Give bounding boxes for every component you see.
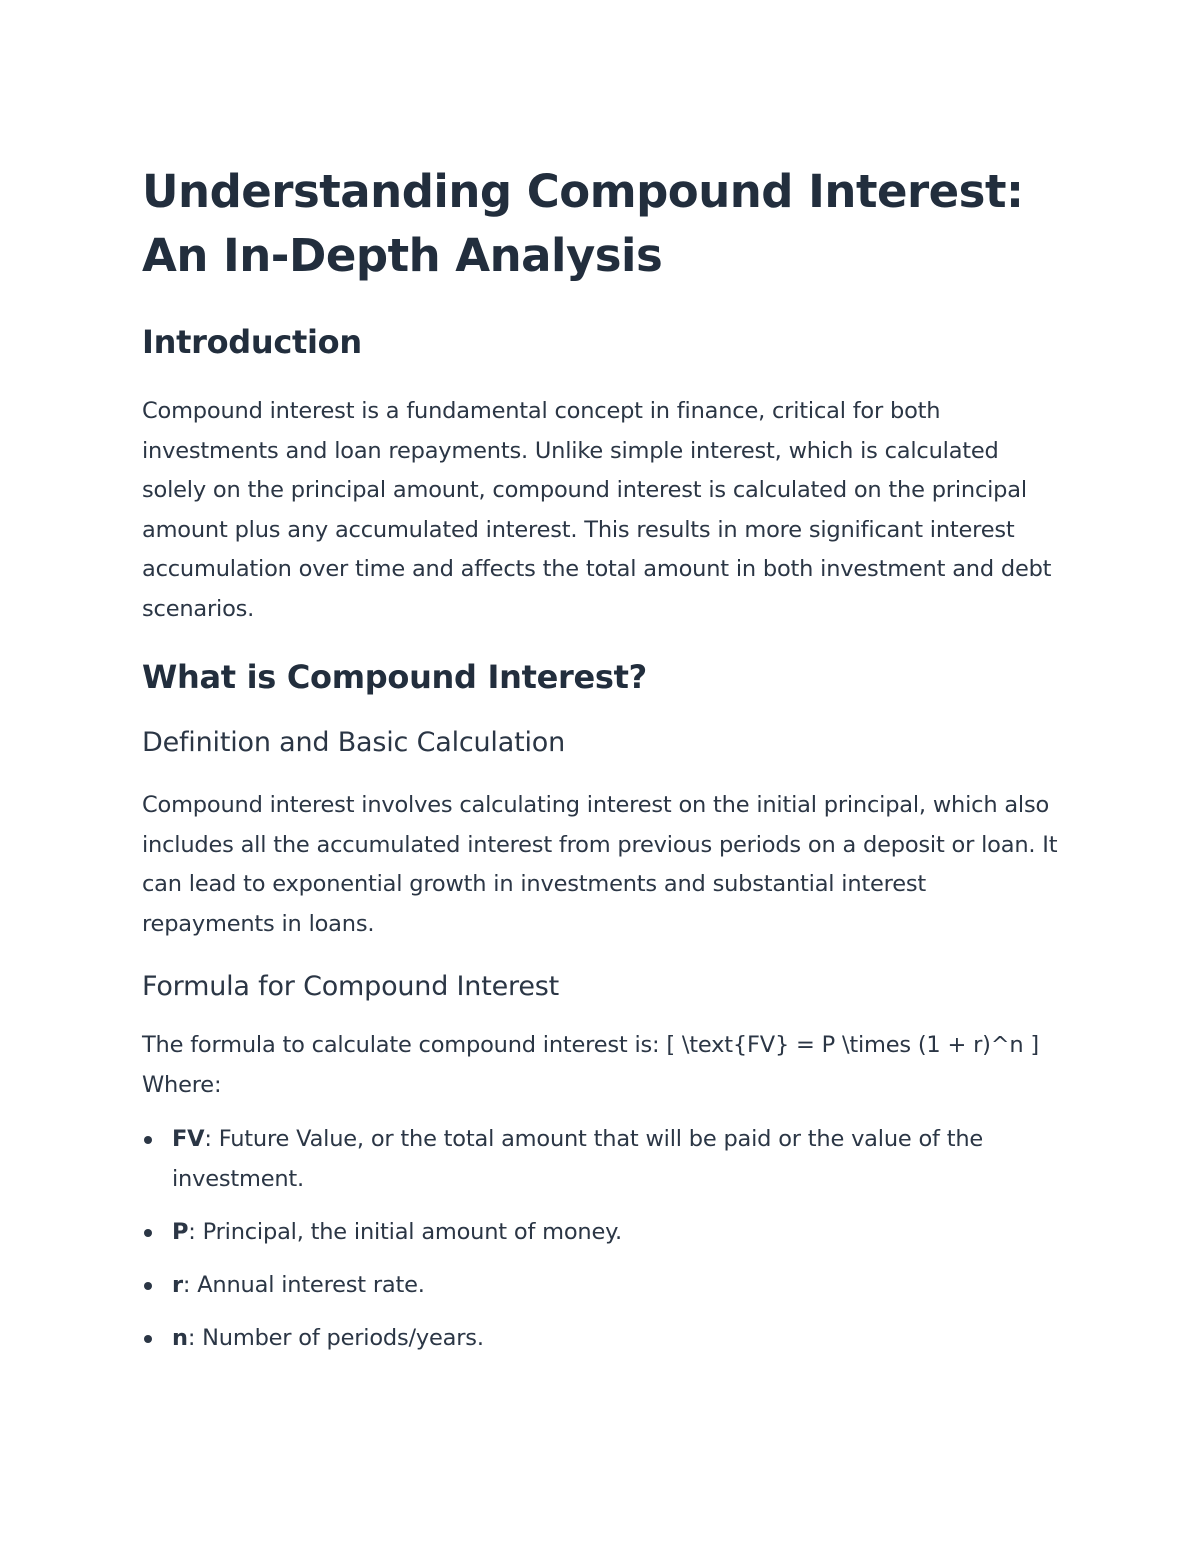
formula-paragraph: The formula to calculate compound interest is: [ \text{FV} = P \times (1 + r)^n ] Where: bbox=[142, 1032, 1039, 1098]
variable-description: : Future Value, or the total amount that will be paid or the value of the investment. bbox=[172, 1126, 984, 1192]
variable-term: r bbox=[172, 1271, 183, 1298]
list-item bbox=[142, 1319, 1062, 1359]
page-title: Understanding Compound Interest: An In-Depth Analysis bbox=[142, 165, 1024, 282]
definition-heading: Definition and Basic Calculation bbox=[142, 727, 565, 758]
document-page bbox=[142, 160, 1062, 1372]
variable-term: FV bbox=[172, 1126, 205, 1152]
bullet-icon bbox=[144, 1229, 152, 1237]
variable-list bbox=[142, 1120, 1062, 1358]
introduction-paragraph: Compound interest is a fundamental concept in finance, critical for both investments and loan repayments. Unlike simple interest, which is calculated solely on the principal amount, compound interest is calculated on the principal amount plus any accumulated interest. This results in more significant interest accumulation over time and affects the total amount in both investment and debt scenarios. bbox=[142, 398, 1052, 622]
list-item bbox=[142, 1120, 1062, 1199]
variable-description: : Principal, the initial amount of money. bbox=[188, 1218, 622, 1245]
what-is-heading: What is Compound Interest? bbox=[142, 658, 647, 696]
bullet-icon bbox=[144, 1282, 152, 1290]
variable-term: P bbox=[172, 1218, 189, 1245]
list-item bbox=[142, 1213, 1062, 1253]
bullet-icon bbox=[144, 1136, 152, 1144]
list-item bbox=[142, 1266, 1062, 1306]
bullet-icon bbox=[144, 1335, 152, 1343]
variable-description: : Number of periods/years. bbox=[187, 1324, 484, 1351]
variable-description: : Annual interest rate. bbox=[182, 1271, 425, 1298]
definition-paragraph: Compound interest involves calculating interest on the initial principal, which also includes all the accumulated interest from previous periods on a deposit or loan. It can lead to exponential growth in investments and substantial interest repayments in loans. bbox=[142, 792, 1058, 937]
introduction-heading: Introduction bbox=[142, 323, 362, 361]
formula-heading: Formula for Compound Interest bbox=[142, 971, 559, 1002]
variable-term: n bbox=[172, 1324, 188, 1351]
